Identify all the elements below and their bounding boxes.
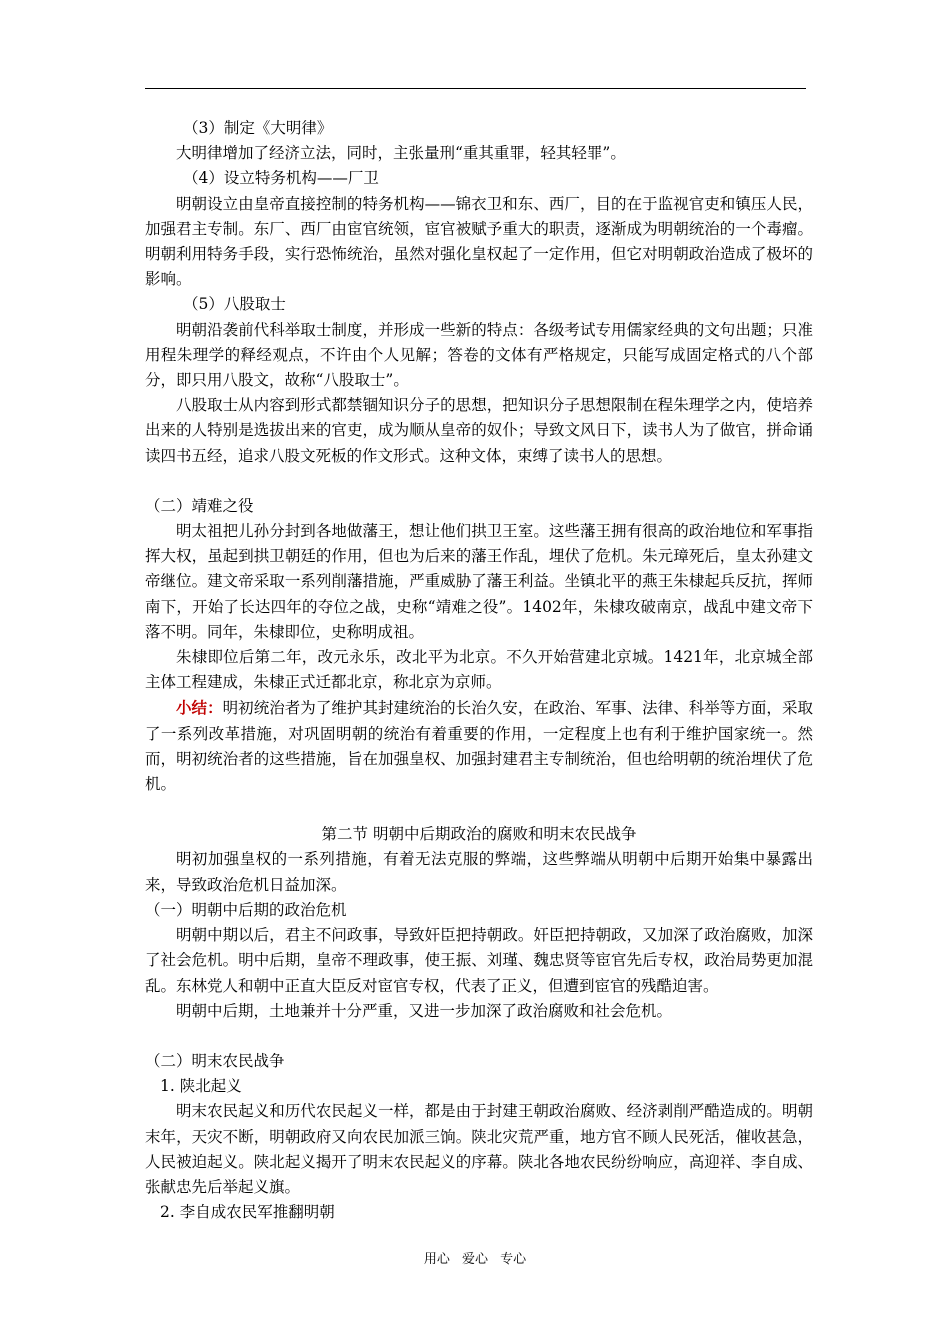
page-footer: 用心 爱心 专心 [423,1252,527,1267]
summary-paragraph [145,695,813,797]
paragraph: 明初加强皇权的一系列措施，有着无法克服的弊端，这些弊端从明朝中后期开始集中暴露出来，导致政治危机日益加深。 [145,850,813,894]
paragraph: 明朝设立由皇帝直接控制的特务机构——锦衣卫和东、西厂，目的在于监视官吏和镇压人民，加强君主专制。东厂、西厂由宦官统领，宦官被赋予重大的职责，逐渐成为明朝统治的一个毒瘤。明朝利用特务手段，实行恐怖统治，虽然对强化皇权起了一定作用，但它对明朝政治造成了极坏的影响。 [145,194,813,289]
paragraph: 明朝中期以后，君主不问政事，导致奸臣把持朝政。奸臣把持朝政，又加深了政治腐败，加深了社会危机。明中后期，皇帝不理政事，使王振、刘瑾、魏忠贤等宦官先后专权，政治局势更加混乱。东林党人和朝中正直大臣反对宦官专权，代表了正义，但遭到宦官的残酷迫害。 [145,926,813,995]
heading-da-ming-lu: （3）制定《大明律》 [183,119,333,137]
paragraph: 大明律增加了经济立法，同时，主张量刑“重其重罪，轻其轻罪”。 [176,144,626,163]
heading-chang-wei: （4）设立特务机构——厂卫 [183,169,379,188]
heading-ba-gu-qu-shi: （5）八股取士 [183,295,286,314]
heading-jing-nan-zhi-yi: （二）靖难之役 [145,496,254,515]
document-body [145,116,813,1225]
header-rule [145,88,806,89]
paragraph: 八股取士从内容到形式都禁锢知识分子的思想，把知识分子思想限制在程朱理学之内，使培养出来的人特别是选拔出来的官吏，成为顺从皇帝的奴仆；导致文风日下，读书人为了做官，拼命诵读四书五经，追求八股文死板的作文形式。这种文体，束缚了读书人的思想。 [145,396,813,465]
paragraph: 朱棣即位后第二年，改元永乐，改北平为北京。不久开始营建北京城。1421年，北京城全部主体工程建成，朱棣正式迁都北京，称北京为京师。 [145,648,813,692]
subheading-li-zicheng: 2. 李自成农民军推翻明朝 [160,1203,335,1222]
heading-political-crisis: （一）明朝中后期的政治危机 [145,900,347,919]
section-title: 第二节 明朝中后期政治的腐败和明末农民战争 [321,825,637,844]
summary-text: 明初统治者为了维护其封建统治的长治久安，在政治、军事、法律、科举等方面，采取了一系列改革措施，对巩固明朝的统治有着重要的作用，一定程度上也有利于维护国家统一。然而，明初统治者的这些措施，旨在加强皇权、加强封建君主专制统治，但也给明朝的统治埋伏了危机。 [145,699,813,794]
paragraph: 明太祖把儿孙分封到各地做藩王，想让他们拱卫王室。这些藩王拥有很高的政治地位和军事指挥大权，虽起到拱卫朝廷的作用，但也为后来的藩王作乱，埋伏了危机。朱元璋死后，皇太孙建文帝继位。建文帝采取一系列削藩措施，严重威胁了藩王利益。坐镇北平的燕王朱棣起兵反抗，挥师南下，开始了长达四年的夺位之战，史称“靖难之役”。1402年，朱棣攻破南京，战乱中建文帝下落不明。同年，朱棣即位，史称明成祖。 [145,522,813,641]
heading-peasant-war: （二）明末农民战争 [145,1051,285,1070]
subheading-shaanbei: 1. 陕北起义 [160,1077,242,1096]
summary-label: 小结： [176,698,223,718]
paragraph: 明末农民起义和历代农民起义一样，都是由于封建王朝政治腐败、经济剥削严酷造成的。明朝末年，天灾不断，明朝政府又向农民加派三饷。陕北灾荒严重，地方官不顾人民死活，催收甚急，人民被迫起义。陕北起义揭开了明末农民起义的序幕。陕北各地农民纷纷响应，高迎祥、李自成、张献忠先后举起义旗。 [145,1102,813,1196]
paragraph: 明朝中后期，土地兼并十分严重，又进一步加深了政治腐败和社会危机。 [176,1001,673,1020]
paragraph: 明朝沿袭前代科举取士制度，并形成一些新的特点：各级考试专用儒家经典的文句出题；只准用程朱理学的释经观点，不许由个人见解；答卷的文体有严格规定，只能写成固定格式的八个部分，即只用八股文，故称“八股取士”。 [145,320,813,390]
